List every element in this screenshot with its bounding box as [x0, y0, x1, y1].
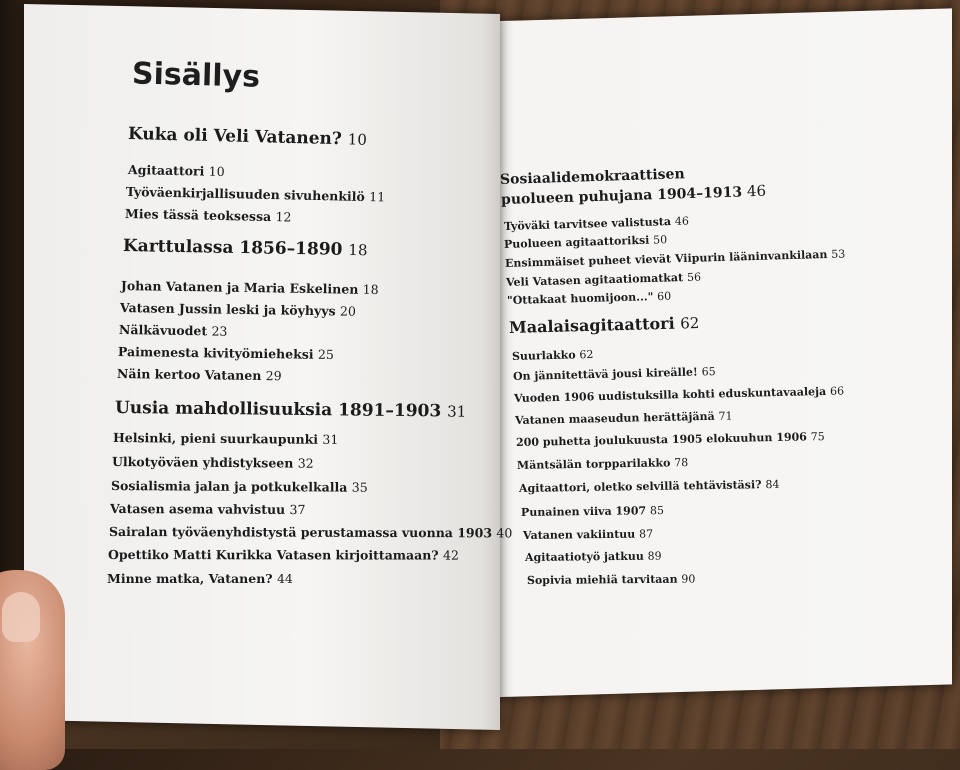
toc-title: Sisällys — [131, 56, 261, 95]
toc-item: Vuoden 1906 uudistuksilla kohti eduskuntavaaleja 66 — [513, 384, 845, 405]
thumbnail-nail — [2, 592, 40, 642]
toc-item: Minne matka, Vatanen? 44 — [107, 571, 293, 586]
left-page — [24, 4, 500, 730]
toc-item: Vatanen maaseudun herättäjänä 71 — [514, 409, 733, 427]
toc-item: Punainen viiva 1907 85 — [520, 504, 665, 519]
toc-item: On jännitettävä jousi kireälle! 65 — [512, 365, 716, 383]
toc-item: "Ottakaat huomijoon..." 60 — [506, 289, 672, 307]
toc-item: Mies tässä teoksessa 12 — [124, 206, 292, 225]
toc-item: Agitaattori, oletko selvillä tehtävistäsi? 84 — [518, 477, 780, 495]
toc-heading: Karttulassa 1856–1890 18 — [122, 236, 368, 260]
toc-item: Ulkotyöväen yhdistykseen 32 — [111, 454, 314, 471]
toc-item: Vatasen Jussin leski ja köyhyys 20 — [119, 300, 356, 319]
toc-item: Nälkävuodet 23 — [118, 322, 228, 339]
toc-item: Työväenkirjallisuuden sivuhenkilö 11 — [125, 184, 386, 205]
toc-item: Ensimmäiset puheet vievät Viipurin lääninvankilaan 53 — [504, 247, 846, 270]
toc-item: Näin kertoo Vatanen 29 — [116, 366, 282, 384]
toc-item: Sopivia miehiä tarvitaan 90 — [526, 572, 696, 587]
toc-item: 200 puhetta joulukuusta 1905 elokuuhun 1906 75 — [515, 430, 825, 449]
toc-item: Paimenesta kivityömieheksi 25 — [117, 344, 334, 363]
toc-heading: Sosiaalidemokraattisen — [499, 166, 685, 188]
toc-item: Veli Vatasen agitaatiomatkat 56 — [505, 270, 702, 289]
toc-item: Sosialismia jalan ja potkukelkalla 35 — [110, 478, 368, 495]
toc-heading: Uusia mahdollisuuksia 1891–1903 31 — [114, 398, 467, 422]
toc-heading: Maalaisagitaattori 62 — [508, 313, 700, 337]
toc-item: Puolueen agitaattoriksi 50 — [503, 233, 668, 251]
toc-item: Agitaattori 10 — [127, 162, 225, 180]
toc-item: Opettiko Matti Kurikka Vatasen kirjoittamaan? 42 — [107, 547, 459, 563]
toc-heading: Kuka oli Veli Vatanen? 10 — [127, 124, 368, 150]
toc-item: Työväki tarvitsee valistusta 46 — [503, 214, 690, 233]
toc-item: Suurlakko 62 — [511, 348, 594, 363]
toc-item: Helsinki, pieni suurkaupunki 31 — [112, 430, 339, 447]
toc-item: Vatanen vakiintuu 87 — [522, 527, 654, 542]
toc-item: Vatasen asema vahvistuu 37 — [109, 501, 306, 518]
toc-item: Johan Vatanen ja Maria Eskelinen 18 — [120, 278, 379, 298]
toc-item: Mäntsälän torpparilakko 78 — [516, 456, 689, 472]
toc-item: Sairalan työväenyhdistystä perustamassa vuonna 1903 40 — [108, 524, 513, 541]
toc-item: Agitaatiotyö jatkuu 89 — [524, 549, 662, 564]
toc-heading: puolueen puhujana 1904–1913 46 — [500, 181, 767, 208]
